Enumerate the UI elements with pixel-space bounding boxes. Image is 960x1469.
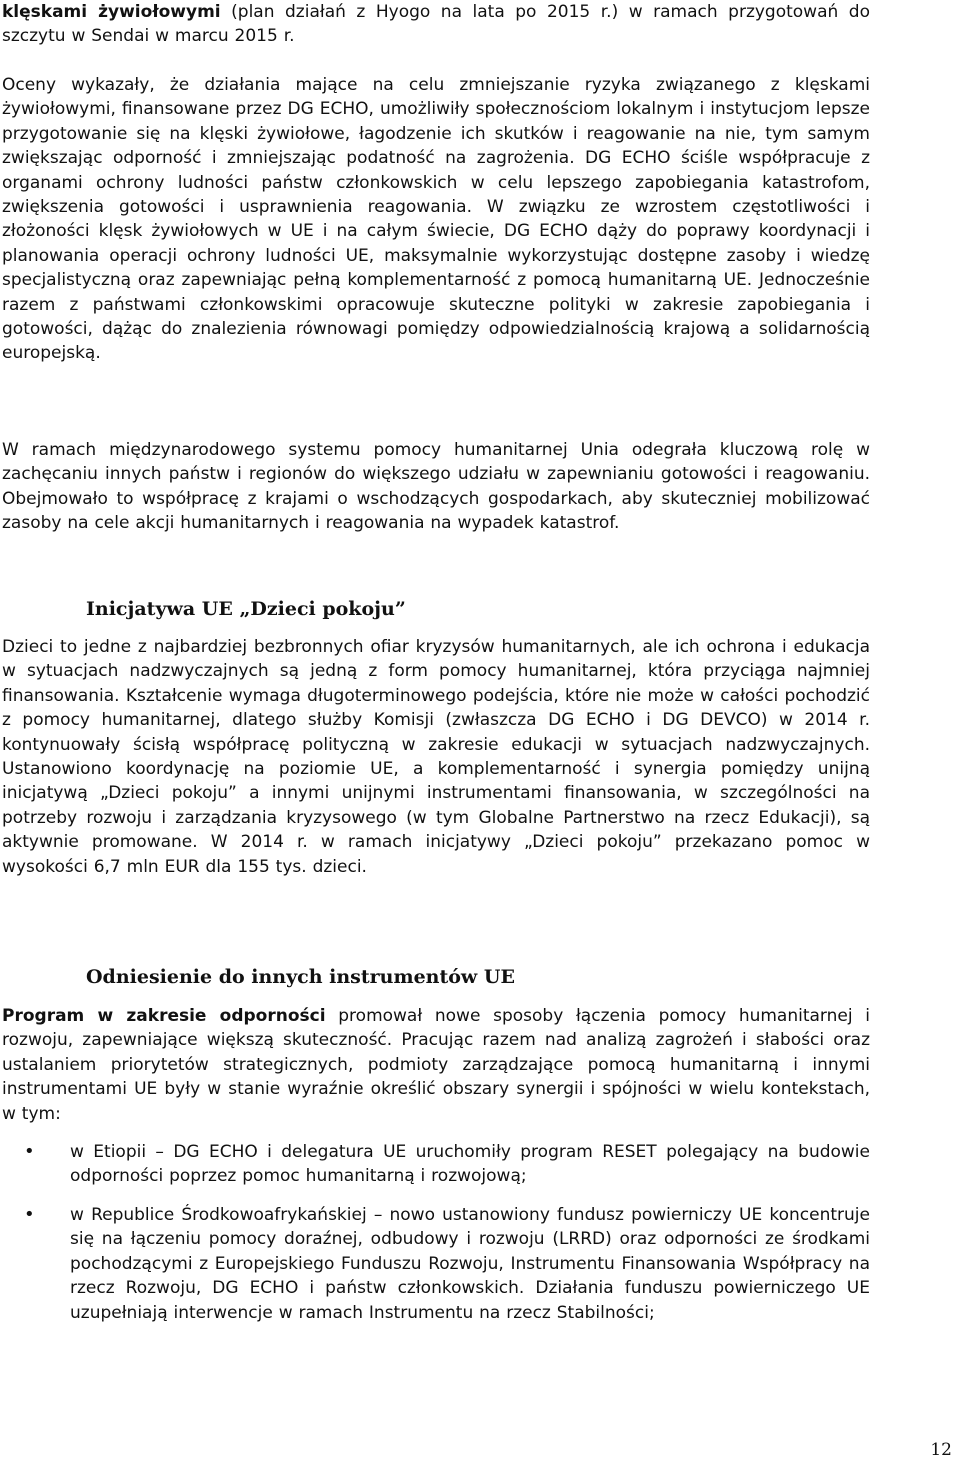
- intro-bold: klęskami żywiołowymi: [2, 2, 221, 22]
- paragraph-resilience: [2, 1004, 870, 1126]
- section-heading-other-instruments: Odniesienie do innych instrumentów UE: [86, 966, 515, 988]
- list-item: [24, 1140, 870, 1189]
- paragraph-1-text: Oceny wykazały, że działania mające na celu zmniejszanie ryzyka związanego z klęskami żywiołowymi, finansowane przez DG ECHO, umożliwiły społecznościom lokalnym i instytucjom lepsze przygotowanie się na klęski żywiołowe, łagodzenie ich skutków i reagowanie na nie, tym samym zwiększając odporność i zmniejszając podatność na zagrożenia. DG ECHO ściśle współpracuje z organami ochrony ludności państw członkowskich w celu lepszego zapobiegania katastrofom, zwiększenia gotowości i usprawnienia reagowania. W związku ze wzrostem częstotliwości i złożoności klęsk żywiołowych w UE i na całym świecie, DG ECHO dąży do poprawy koordynacji i planowania operacji ochrony ludności UE, maksymalnie wykorzystując dostępne zasoby i wiedzę specjalistyczną oraz zapewniając pełną komplementarność z pomocą humanitarną UE. Jednocześnie razem z państwami członkowskimi opracowuje skuteczne polityki w zakresie zapobiegania i gotowości, dążąc do znalezienia równowagi pomiędzy odpowiedzialnością krajową a solidarnością europejską.: [2, 75, 870, 364]
- bullet-icon: •: [24, 1204, 35, 1225]
- intro-text: (plan działań z Hyogo na lata po 2015 r.) w ramach przygotowań do szczytu w Sendai w marcu 2015 r.: [2, 2, 870, 47]
- paragraph-children-of-peace: [2, 635, 870, 879]
- bullet-icon: •: [24, 1141, 35, 1162]
- section-heading-children-of-peace: Inicjatywa UE „Dzieci pokoju”: [86, 598, 406, 620]
- list-item: [24, 1203, 870, 1325]
- bullet-2-text: w Republice Środkowoafrykańskiej – nowo ustanowiony fundusz powierniczy UE koncentruje się na łączeniu pomocy doraźnej, odbudowy i rozwoju (LRRD) oraz odporności ze środkami pochodzącymi z Europejskiego Funduszu Rozwoju, Instrumentu Finansowania Współpracy na rzecz Rozwoju, DG ECHO i państw członkowskich. Działania funduszu powierniczego UE uzupełniają interwencje w ramach Instrumentu na rzecz Stabilności;: [70, 1205, 870, 1323]
- bullet-1-text: w Etiopii – DG ECHO i delegatura UE uruchomiły program RESET polegający na budowie odporności poprzez pomoc humanitarną i rozwojową;: [70, 1142, 870, 1187]
- page-number: 12: [930, 1440, 952, 1460]
- resilience-bold: Program w zakresie odporności: [2, 1006, 326, 1026]
- paragraph-assessments: [2, 73, 870, 366]
- paragraph-international-system: [2, 438, 870, 536]
- resilience-text: promował nowe sposoby łączenia pomocy humanitarnej i rozwoju, zapewniające większą skuteczność. Pracując razem nad analizą zagrożeń i słabości oraz ustalaniem priorytetów strategicznych, podmioty zarządzające pomocą humanitarną i innymi instrumentami UE były w stanie wyraźnie określić obszary synergii i spójności w wielu kontekstach, w tym:: [2, 1006, 871, 1124]
- intro-paragraph: [2, 0, 870, 49]
- paragraph-2-text: W ramach międzynarodowego systemu pomocy humanitarnej Unia odegrała kluczową rolę w zachęcaniu innych państw i regionów do większego udziału w zapewnianiu gotowości i reagowaniu. Obejmowało to współpracę z krajami o wschodzących gospodarkach, aby skuteczniej mobilizować zasoby na cele akcji humanitarnych i reagowania na wypadek katastrof.: [2, 440, 870, 534]
- paragraph-3-text: Dzieci to jedne z najbardziej bezbronnych ofiar kryzysów humanitarnych, ale ich ochrona i edukacja w sytuacjach nadzwyczajnych są jedną z form pomocy humanitarnej, która przyciąga najmniej finansowania. Kształcenie wymaga długoterminowego podejścia, które nie może w całości pochodzić z pomocy humanitarnej, dlatego służby Komisji (zwłaszcza DG ECHO i DG DEVCO) w 2014 r. kontynuowały ścisłą współpracę polityczną w zakresie edukacji w sytuacjach nadzwyczajnych. Ustanowiono koordynację na poziomie UE, a komplementarność i synergia pomiędzy unijną inicjatywą „Dzieci pokoju” a innymi unijnymi instrumentami finansowania, w szczególności na potrzeby rozwoju i zarządzania kryzysowego (w tym Globalne Partnerstwo na rzecz Edukacji), są aktywnie promowane. W 2014 r. w ramach inicjatywy „Dzieci pokoju” przekazano pomoc w wysokości 6,7 mln EUR dla 155 tys. dzieci.: [2, 637, 870, 877]
